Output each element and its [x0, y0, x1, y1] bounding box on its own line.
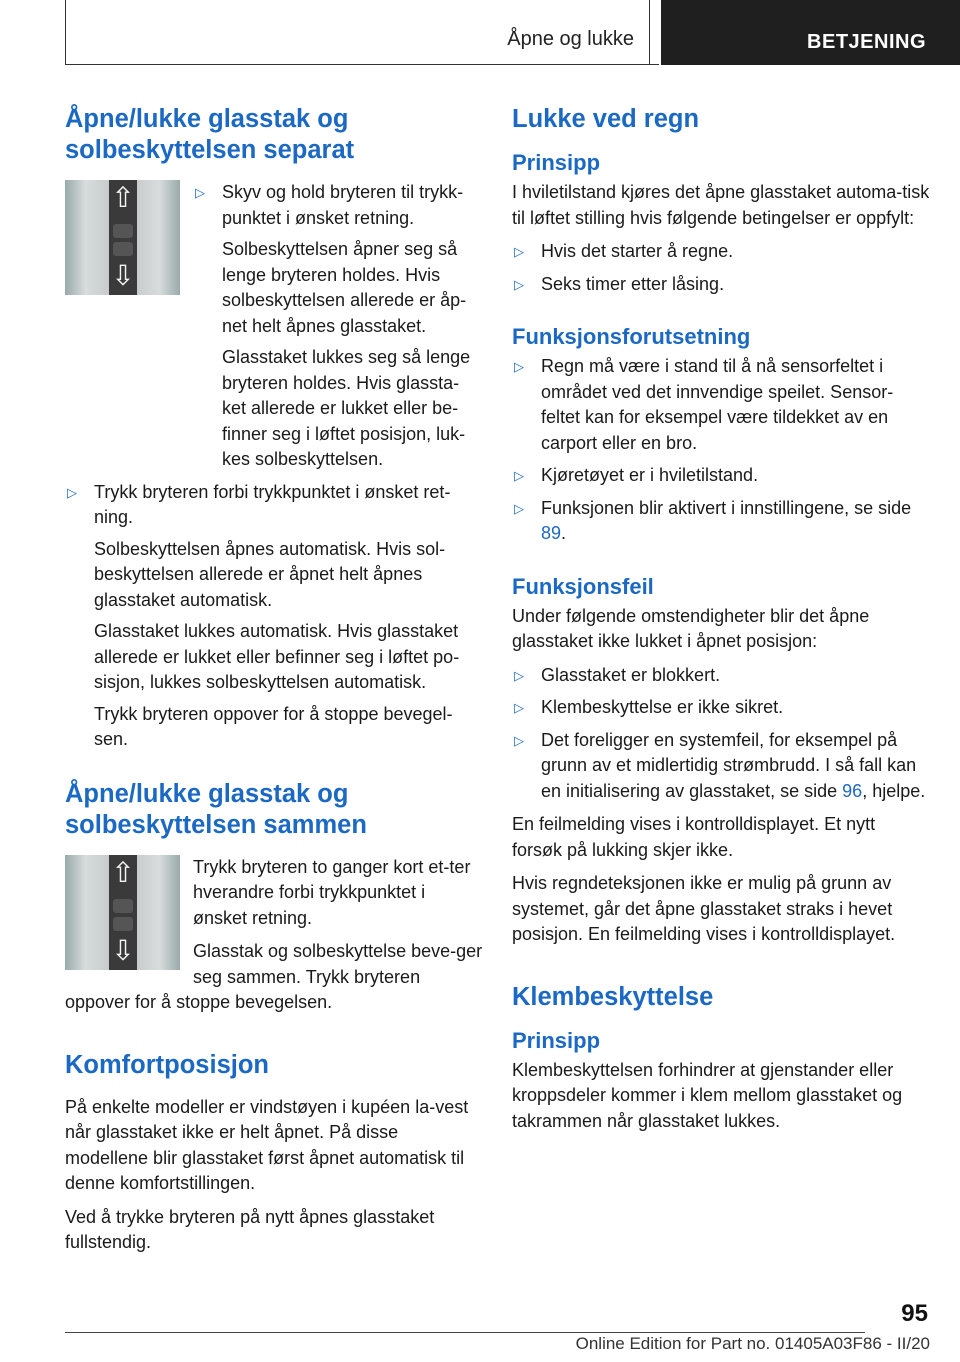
header-section-title: Åpne og lukke	[507, 28, 634, 50]
bullet-triangle-icon: ▷	[514, 732, 524, 748]
list-item	[512, 663, 930, 689]
list-item	[512, 239, 930, 265]
bullet-list	[512, 354, 930, 547]
page-link[interactable]: 96	[842, 780, 863, 801]
header-right-rule	[649, 0, 650, 65]
paragraph: Trykk bryteren to ganger kort et-ter hverandre forbi trykkpunktet i ønsket retning.	[193, 856, 471, 928]
list-item-text: Glasstaket er blokkert.	[541, 664, 721, 685]
list-item	[512, 695, 930, 721]
heading-komfort: Komfortposisjon	[65, 1050, 269, 1079]
switch-button-icon	[113, 917, 133, 931]
heading-pinch: Klembeskyttelse	[512, 982, 714, 1011]
switch-illustration	[65, 180, 180, 295]
list-item-text: Det foreligger en systemfeil, for eksempel på grunn av et midlertidig strømbrudd. I så fall kan en initialisering av glasstaket, se side	[541, 729, 917, 801]
chapter-tab	[661, 0, 960, 65]
switch-button-icon	[113, 242, 133, 256]
spacer	[512, 555, 930, 573]
subheading-principle: Prinsipp	[512, 1027, 601, 1053]
arrow-up-icon: ⇧	[111, 856, 135, 888]
paragraph: Glasstaket lukkes automatisk. Hvis glasstaket allerede er lukket eller befinner seg i løftet po-sisjon, lukkes solbeskyttelsen automatisk.	[94, 621, 460, 692]
list-item	[512, 463, 930, 489]
list-item	[512, 496, 930, 547]
right-column	[512, 104, 930, 1142]
bullet-triangle-icon: ▷	[514, 500, 524, 516]
list-item	[193, 180, 483, 473]
paragraph: Ved å trykke bryteren på nytt åpnes glasstaket fullstendig.	[65, 1206, 435, 1252]
bullet-triangle-icon: ▷	[514, 700, 524, 715]
list-item-text: Klembeskyttelse er ikke sikret.	[541, 697, 784, 717]
heading-separate: Åpne/lukke glasstak og solbeskyttelsen separat	[65, 105, 355, 164]
bullet-triangle-icon: ▷	[514, 667, 524, 683]
list-item-text: Skyv og hold bryteren til trykk-punktet i ønsket retning.	[222, 182, 464, 228]
arrow-down-icon: ⇩	[111, 260, 135, 291]
footer-rule	[65, 1332, 865, 1333]
paragraph: Glasstak og solbeskyttelse beve-ger seg sammen. Trykk bryteren oppover for å stoppe bevegelsen.	[65, 941, 483, 1012]
spacer	[65, 1024, 483, 1050]
list-item	[512, 354, 930, 456]
heading-rain: Lukke ved regn	[512, 105, 700, 133]
bullet-triangle-icon: ▷	[514, 359, 524, 374]
separate-block	[65, 180, 483, 753]
paragraph: Trykk bryteren oppover for å stoppe bevegel-sen.	[94, 703, 453, 749]
paragraph: I hviletilstand kjøres det åpne glasstaket automa-tisk til løftet stilling hvis følgende betingelser er oppfylt:	[512, 182, 930, 228]
list-item-text: Regn må være i stand til å nå sensorfeltet i området ved det innvendige speilet. Sensor-feltet kan for eksempel være tildekket av en carport eller en bro.	[541, 356, 894, 453]
bullet-triangle-icon: ▷	[514, 244, 524, 259]
header-left-rule	[65, 0, 66, 65]
arrow-up-icon: ⇧	[111, 182, 135, 213]
together-block	[65, 855, 483, 1016]
subheading-prerequisite: Funksjonsforutsetning	[512, 324, 751, 349]
left-column	[65, 104, 483, 1264]
page-link[interactable]: 89	[541, 523, 562, 543]
spacer	[65, 761, 483, 779]
bullet-triangle-icon: ▷	[67, 484, 77, 500]
paragraph: Solbeskyttelsen åpnes automatisk. Hvis sol-beskyttelsen allerede er åpnet helt åpnes glasstaket automatisk.	[94, 538, 446, 610]
paragraph: Solbeskyttelsen åpner seg så lenge bryteren holdes. Hvis solbeskyttelsen allerede er åp-net helt åpnes glasstaket.	[222, 239, 467, 336]
paragraph: En feilmelding vises i kontrolldisplayet. Et nytt forsøk på lukking skjer ikke.	[512, 814, 876, 860]
switch-illustration	[65, 855, 180, 970]
heading-together: Åpne/lukke glasstak og solbeskyttelsen sammen	[65, 779, 367, 839]
list-item-text: .	[561, 523, 567, 543]
paragraph: Glasstaket lukkes seg så lenge bryteren holdes. Hvis glassta-ket allerede er lukket eller be-finner seg i løftet posisjon, luk-kes solbeskyttelsen.	[222, 347, 471, 469]
spacer	[512, 956, 930, 982]
list-item-text: Trykk bryteren forbi trykkpunktet i ønsket ret-ning.	[94, 481, 451, 527]
spacer	[512, 305, 930, 323]
bullet-list	[512, 239, 930, 297]
list-item-text: , hjelpe.	[862, 780, 926, 801]
bullet-triangle-icon: ▷	[195, 185, 205, 200]
arrow-down-icon: ⇩	[111, 934, 135, 966]
bullet-list	[512, 663, 930, 805]
paragraph: Hvis regndeteksjonen ikke er mulig på grunn av systemet, går det åpne glasstaket straks i hevet posisjon. En feilmelding vises i kontrolldisplayet.	[512, 873, 896, 944]
chapter-tab-label: BETJENING	[807, 31, 926, 53]
list-item-text: Seks timer etter låsing.	[541, 273, 725, 294]
paragraph: Klembeskyttelsen forhindrer at gjenstander eller kroppsdeler kommer i klem mellom glasstaket og takrammen når glasstaket lukkes.	[512, 1059, 903, 1131]
bullet-triangle-icon: ▷	[514, 276, 524, 292]
list-item	[512, 272, 930, 298]
list-item-text: Hvis det starter å regne.	[541, 241, 734, 261]
edition-note: Online Edition for Part no. 01405A03F86 - II/20	[575, 1334, 930, 1353]
switch-button-icon	[113, 224, 133, 238]
list-item-text: Funksjonen blir aktivert i innstillingene, se side	[541, 497, 912, 518]
switch-button-icon	[113, 899, 133, 913]
list-item	[65, 480, 483, 753]
list-item-text: Kjøretøyet er i hviletilstand.	[541, 465, 759, 485]
header-rule	[65, 64, 659, 65]
paragraph: Under følgende omstendigheter blir det åpne glasstaket ikke lukket i åpnet posisjon:	[512, 605, 870, 651]
subheading-malfunction: Funksjonsfeil	[512, 573, 654, 599]
subheading-principle: Prinsipp	[512, 150, 601, 175]
page-number: 95	[901, 1300, 928, 1327]
list-item	[512, 728, 930, 805]
bullet-triangle-icon: ▷	[514, 468, 524, 483]
paragraph: På enkelte modeller er vindstøyen i kupéen la-vest når glasstaket ikke er helt åpnet. På disse modellene blir glasstaket først åpnet automatisk til denne komfortstillingen.	[65, 1096, 469, 1193]
